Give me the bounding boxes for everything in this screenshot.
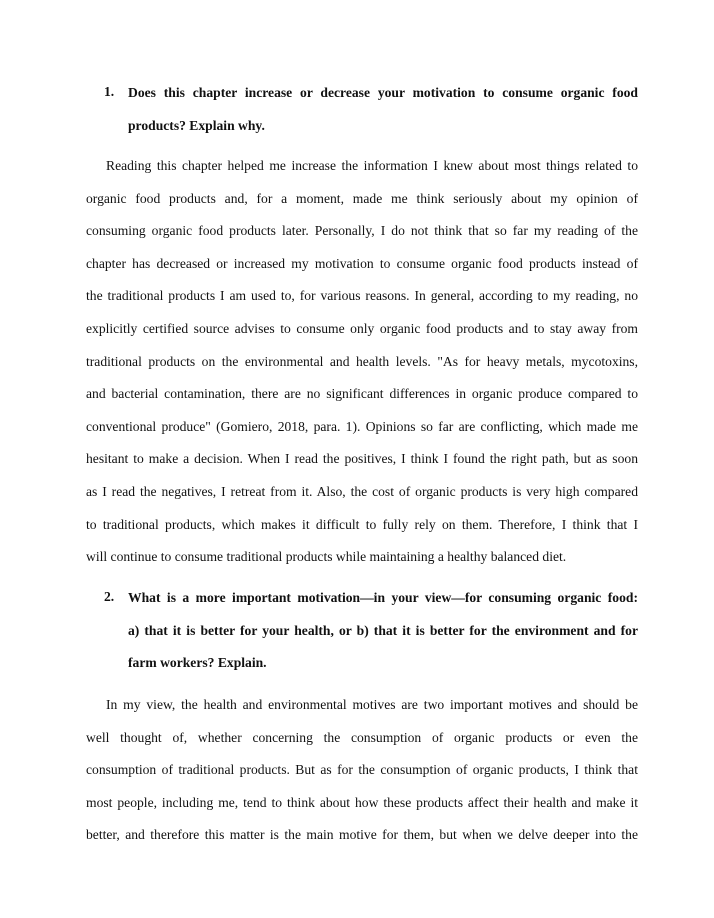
paragraph-line: as I read the negatives, I retreat from it. Also, the cost of organic products is very high compared — [86, 483, 638, 499]
paragraph-line: conventional produce" (Gomiero, 2018, para. 1). Opinions so far are conflicting, which made me — [86, 418, 638, 434]
question-number: 1. — [104, 84, 115, 99]
paragraph-line: organic food products and, for a moment, made me think seriously about my opinion of — [86, 190, 638, 206]
question-line: Does this chapter increase or decrease your motivation to consume organic food — [128, 85, 638, 100]
paragraph-line: and bacterial contamination, there are no significant differences in organic produce compared to — [86, 386, 638, 402]
answer-1-paragraph — [86, 157, 638, 581]
paragraph-line: better, and therefore this matter is the main motive for them, but when we delve deeper into the — [86, 827, 638, 843]
question-line: What is a more important motivation—in your view—for consuming organic food: — [128, 590, 638, 605]
paragraph-line: well thought of, whether concerning the consumption of organic products or even the — [86, 729, 638, 745]
question-text — [128, 84, 638, 149]
question-line: products? Explain why. — [128, 117, 265, 133]
paragraph-line: explicitly certified source advises to consume only organic food products and to stay away from — [86, 320, 638, 336]
paragraph-line: In my view, the health and environmental motives are two important motives and should be — [106, 697, 638, 712]
paragraph-line: consuming organic food products later. Personally, I do not think that so far my reading of the — [86, 223, 638, 239]
paragraph-line: will continue to consume traditional products while maintaining a healthy balanced diet. — [86, 549, 567, 565]
question-text — [128, 589, 638, 687]
paragraph-line: consumption of traditional products. But as for the consumption of organic products, I think that — [86, 762, 638, 778]
question-line: farm workers? Explain. — [128, 655, 267, 670]
paragraph-line: to traditional products, which makes it difficult to fully rely on them. Therefore, I think that I — [86, 516, 638, 532]
paragraph-line: traditional products on the environmental and health levels. "As for heavy metals, mycotoxins, — [86, 353, 638, 369]
paragraph-line: most people, including me, tend to think about how these products affect their health and make it — [86, 794, 638, 810]
answer-2-paragraph — [86, 696, 638, 859]
question-line: a) that it is better for your health, or b) that it is better for the environment and for — [128, 622, 638, 638]
paragraph-line: hesitant to make a decision. When I read the positives, I think I found the right path, but as soon — [86, 451, 638, 467]
paragraph-line: the traditional products I am used to, for various reasons. In general, according to my reading, no — [86, 288, 638, 304]
question-number: 2. — [104, 589, 115, 604]
paragraph-line: chapter has decreased or increased my motivation to consume organic food products instead of — [86, 255, 638, 271]
paragraph-line: Reading this chapter helped me increase the information I knew about most things related to — [106, 158, 638, 173]
